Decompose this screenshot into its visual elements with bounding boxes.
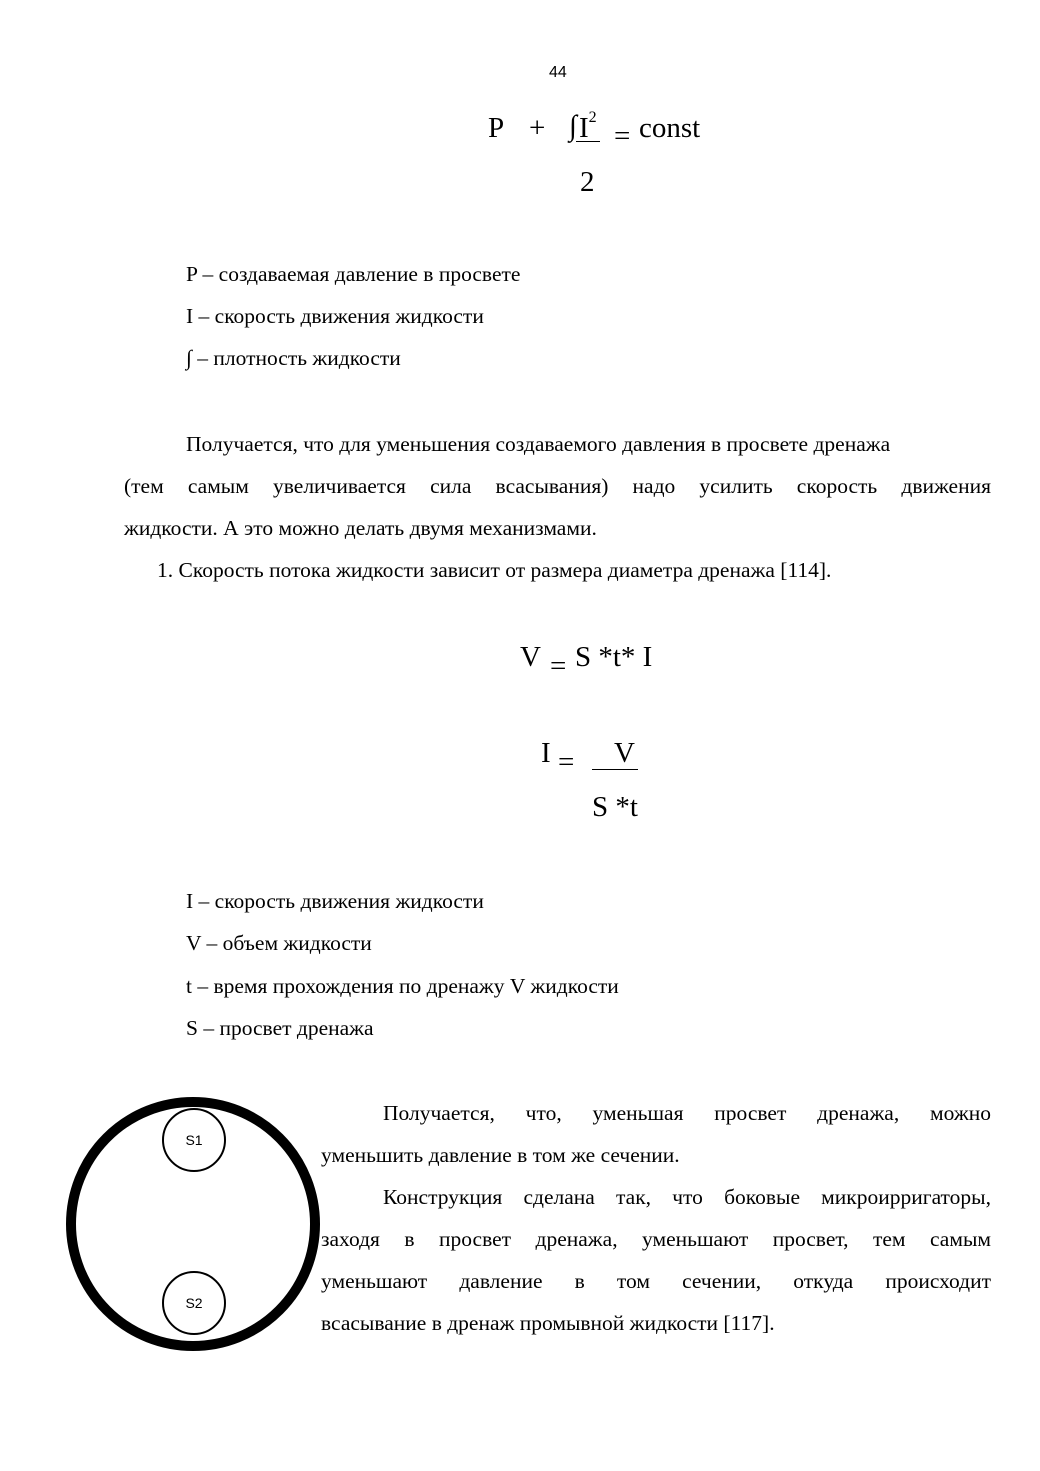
- legend1-item-rho: ∫ – плотность жидкости: [186, 346, 401, 370]
- formula2-v: V: [520, 641, 541, 673]
- paragraph2-line-4: заходя в просвет дренажа, уменьшают просвет, тем самым: [321, 1227, 991, 1251]
- paragraph-2: [321, 1092, 991, 1344]
- paragraph-1: [124, 423, 991, 549]
- formula1-equals: =: [614, 120, 631, 152]
- formula3-denominator: S *t: [592, 791, 638, 823]
- page-number: 44: [549, 64, 567, 81]
- paragraph2-line-6: всасывание в дренаж промывной жидкости [117].: [321, 1311, 775, 1335]
- irrigator-s2-label: S2: [185, 1295, 203, 1311]
- formula1-const: const: [639, 112, 701, 144]
- formula1-denominator: 2: [580, 166, 595, 198]
- formula3-equals: =: [558, 746, 575, 778]
- paragraph1-line-3: жидкости. А это можно делать двумя механизмами.: [124, 516, 597, 540]
- paragraph2-line-1: Получается, что, уменьшая просвет дренажа, можно: [383, 1101, 991, 1125]
- legend1-item-i: I – скорость движения жидкости: [186, 304, 484, 328]
- formula2-equals: =: [550, 650, 567, 682]
- paragraph2-line-5: уменьшают давление в том сечении, откуда происходит: [321, 1269, 991, 1293]
- legend2-item-v: V – объем жидкости: [186, 931, 372, 955]
- irrigator-s1-label: S1: [185, 1132, 203, 1148]
- paragraph2-line-3: Конструкция сделана так, что боковые микроирригаторы,: [383, 1185, 991, 1209]
- legend2-item-s: S – просвет дренажа: [186, 1016, 374, 1040]
- paragraph1-line-2: (тем самым увеличивается сила всасывания) надо усилить скорость движения: [124, 474, 991, 498]
- formula2-rhs: S *t* I: [575, 641, 653, 673]
- formula3-fraction-line: [592, 769, 638, 770]
- paragraph2-line-2: уменьшить давление в том же сечении.: [321, 1143, 680, 1167]
- list-item-1: 1. Скорость потока жидкости зависит от размера диаметра дренажа [114].: [157, 558, 832, 582]
- formula1-exponent: 2: [588, 109, 597, 126]
- legend2-item-t: t – время прохождения по дренажу V жидкости: [186, 974, 619, 998]
- legend1-item-p: P – создаваемая давление в просвете: [186, 262, 521, 286]
- formula3-numerator: V: [614, 737, 635, 769]
- formula1-fraction-line: [576, 141, 600, 142]
- formula1-p: P: [488, 112, 505, 144]
- drain-cross-section-diagram: [60, 1090, 330, 1360]
- formula1-rho: ∫: [569, 110, 577, 142]
- legend2-item-i: I – скорость движения жидкости: [186, 889, 484, 913]
- formula1-i: $I^2$: [579, 109, 597, 144]
- formula3-i: I: [541, 737, 551, 769]
- paragraph1-line-1: Получается, что для уменьшения создаваемого давления в просвете дренажа: [186, 432, 891, 456]
- formula1-plus: +: [529, 112, 546, 144]
